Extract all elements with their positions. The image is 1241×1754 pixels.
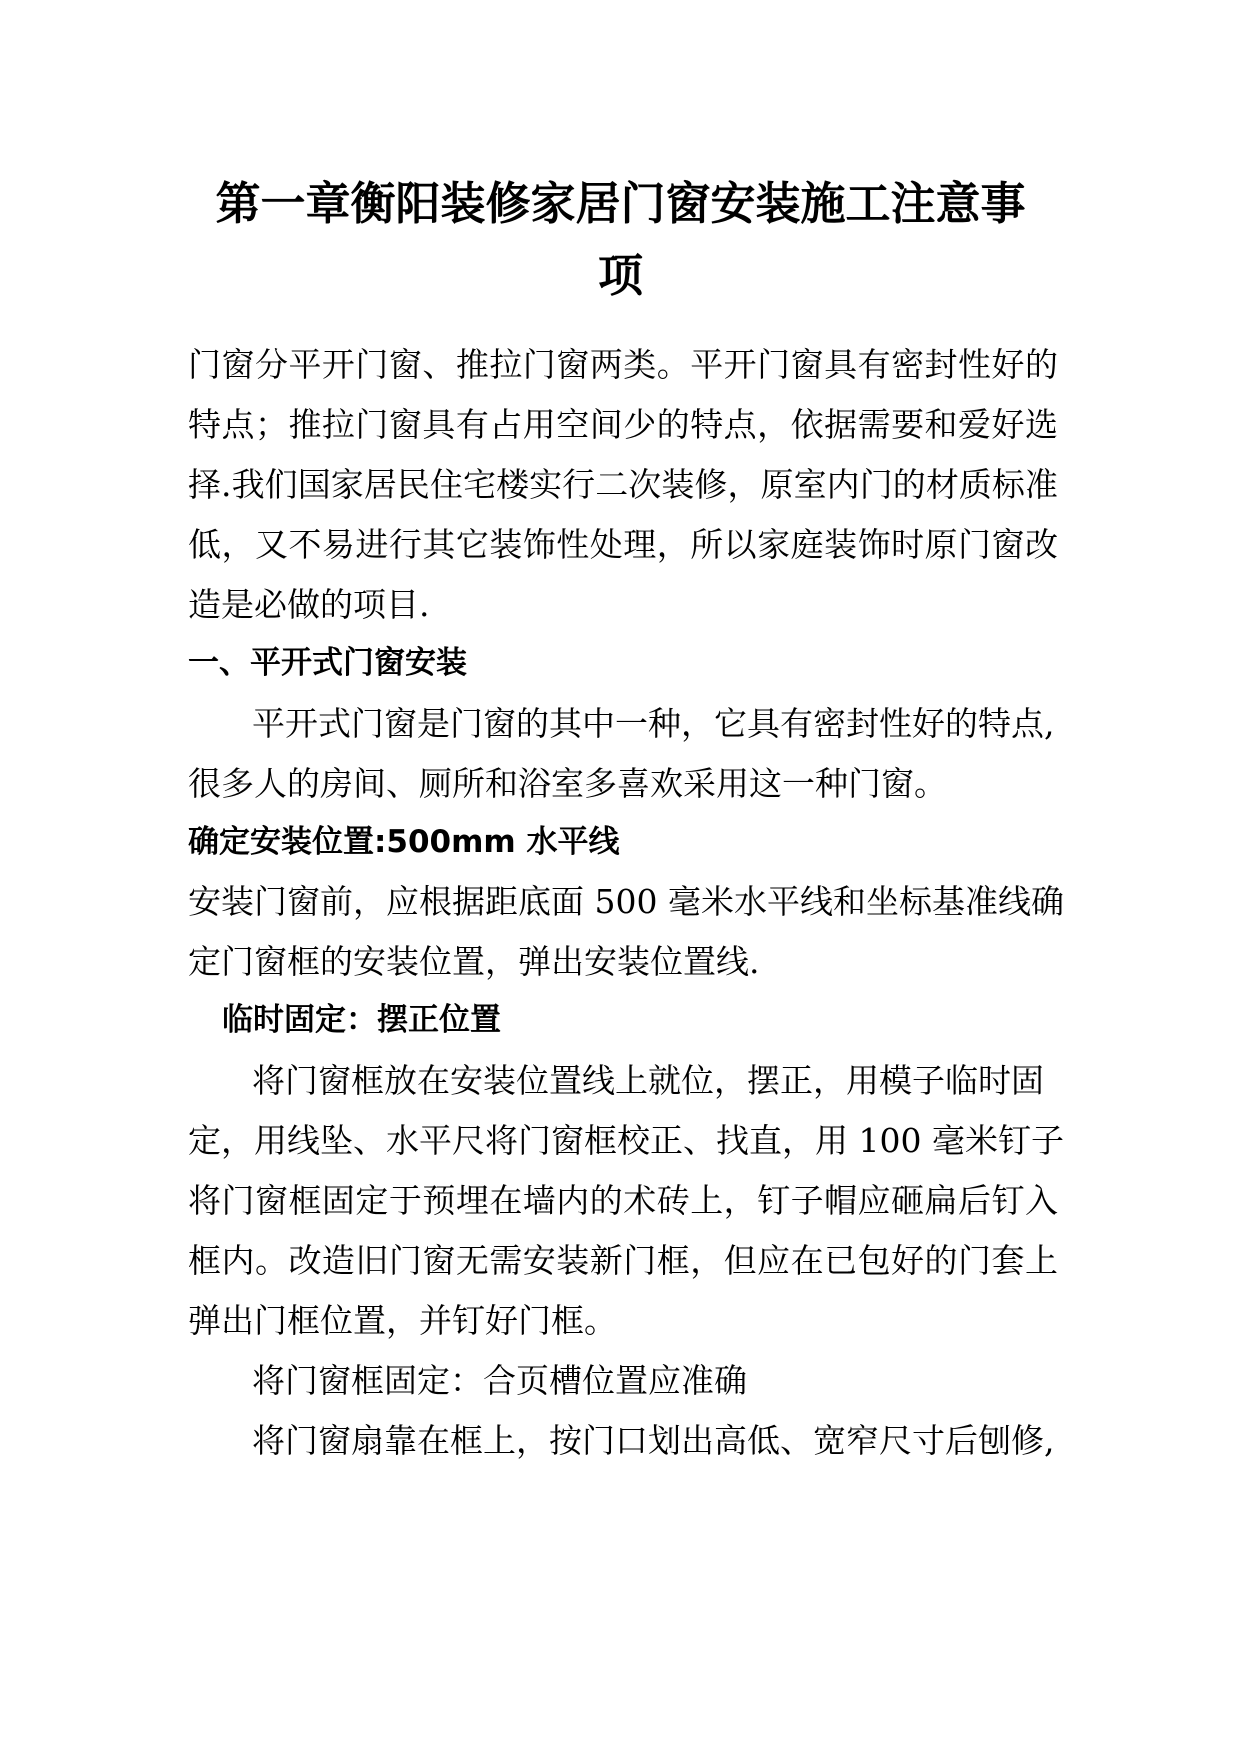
intro-line: 门窗分平开门窗、推拉门窗两类。平开门窗具有密封性好的 — [188, 345, 1058, 384]
paragraph-line: 将门窗扇靠在框上，按门口划出高低、宽窄尺寸后刨修, — [252, 1421, 1055, 1460]
paragraph-line: 框内。改造旧门窗无需安装新门框，但应在已包好的门套上 — [188, 1241, 1058, 1280]
paragraph-line: 定门窗框的安装位置，弹出安装位置线. — [188, 942, 760, 981]
frame-fix-line: 将门窗框固定：合页槽位置应准确 — [252, 1361, 747, 1400]
intro-line: 特点；推拉门窗具有占用空间少的特点，依据需要和爱好选 — [188, 405, 1058, 444]
paragraph-line: 将门窗框固定于预埋在墙内的术砖上，钉子帽应砸扁后钉入 — [188, 1181, 1058, 1220]
intro-line: 造是必做的项目. — [188, 585, 430, 624]
paragraph-line: 将门窗框放在安装位置线上就位，摆正，用模子临时固 — [252, 1061, 1044, 1100]
paragraph-line: 安装门窗前，应根据距底面 500 毫米水平线和坐标基准线确 — [188, 882, 1064, 921]
subheading-temporary-fix: 临时固定：摆正位置 — [222, 1002, 501, 1038]
subheading-install-position: 确定安装位置:500mm 水平线 — [188, 824, 620, 860]
paragraph-line: 定，用线坠、水平尺将门窗框校正、找直，用 100 毫米钉子 — [188, 1121, 1064, 1160]
paragraph-line: 平开式门窗是门窗的其中一种，它具有密封性好的特点, — [252, 704, 1055, 743]
intro-line: 择.我们国家居民住宅楼实行二次装修，原室内门的材质标准 — [188, 465, 1058, 504]
document-title-line-2: 项 — [597, 249, 643, 302]
document-title-line-1: 第一章衡阳装修家居门窗安装施工注意事 — [215, 177, 1026, 230]
paragraph-line: 弹出门框位置，并钉好门框。 — [188, 1301, 617, 1340]
paragraph-line: 很多人的房间、厕所和浴室多喜欢采用这一种门窗。 — [188, 764, 947, 803]
intro-line: 低，又不易进行其它装饰性处理，所以家庭装饰时原门窗改 — [188, 525, 1058, 564]
section-heading-casement: 一、平开式门窗安装 — [188, 645, 467, 681]
